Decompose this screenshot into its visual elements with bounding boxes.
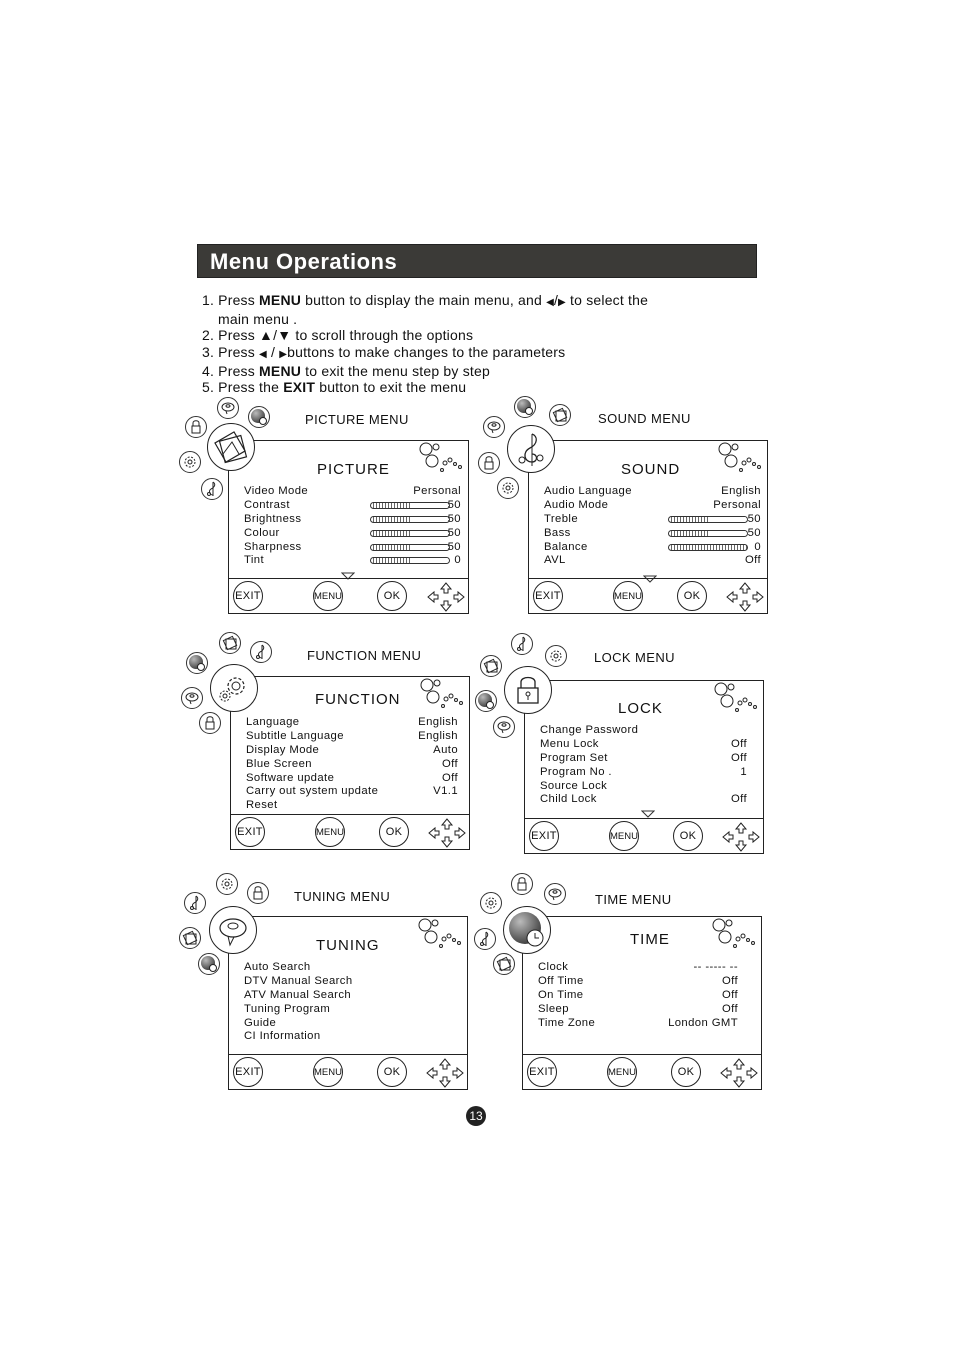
eye-icon [483, 416, 505, 438]
lock-options-list [540, 724, 747, 807]
option-value: English [418, 716, 458, 728]
option-value: Auto [433, 743, 458, 756]
lock-icon [247, 882, 269, 904]
function-menu-caption: FUNCTION MENU [307, 648, 422, 663]
ok-button[interactable]: OK [379, 817, 409, 847]
section-header [197, 244, 757, 278]
menu-option-row[interactable] [540, 766, 747, 780]
option-label: AVL [544, 554, 566, 567]
pic-icon [179, 927, 201, 949]
menu-option-row[interactable] [244, 499, 461, 513]
globe-icon [186, 652, 208, 674]
direction-pad-icon[interactable] [425, 1057, 465, 1087]
step-2: 2. Press ▲/▼ to scroll through the options [202, 327, 474, 344]
menu-option-row[interactable] [544, 513, 761, 527]
option-label: Audio Language [544, 485, 632, 497]
gear-icon [497, 477, 519, 499]
sound-main-icon [507, 425, 555, 473]
level-slider[interactable] [668, 530, 748, 537]
instructions [202, 292, 648, 395]
pic-icon [549, 404, 571, 426]
menu-button[interactable]: MENU [313, 1057, 343, 1087]
option-label: Contrast [244, 498, 290, 511]
menu-option-row[interactable] [246, 772, 458, 786]
menu-button[interactable]: MENU [613, 581, 643, 611]
option-value: Personal [713, 498, 761, 511]
menu-option-row[interactable] [540, 752, 747, 766]
menu-option-row[interactable] [244, 485, 461, 499]
section-title: Menu Operations [210, 249, 398, 274]
option-value: 50 [447, 526, 461, 539]
menu-option-row[interactable] [540, 780, 747, 794]
menu-option-row[interactable] [544, 485, 761, 499]
remote-buttons-bar [529, 578, 767, 613]
menu-option-row[interactable] [246, 758, 458, 772]
pic-icon [219, 632, 241, 654]
level-slider[interactable] [668, 544, 748, 551]
exit-button[interactable]: EXIT [529, 821, 559, 851]
slider-empty-track [410, 517, 449, 522]
function-panel-title: FUNCTION [315, 691, 401, 708]
tuning-menu-panel [228, 916, 468, 1090]
menu-button[interactable]: MENU [609, 821, 639, 851]
option-label: Colour [244, 526, 280, 539]
menu-option-row[interactable] [538, 1017, 738, 1031]
option-value: London GMT [668, 1016, 738, 1029]
sound-menu-caption: SOUND MENU [598, 411, 691, 426]
right-arrow-icon: ▶ [279, 348, 288, 360]
step-1: 1. Press MENU button to display the main menu, and ◀/▶ to select the [202, 292, 649, 308]
option-label: CI Information [244, 1030, 321, 1043]
sound-menu-panel [528, 440, 768, 614]
function-options-list [246, 716, 458, 813]
ok-button[interactable]: OK [377, 581, 407, 611]
option-value: 0 [754, 540, 761, 553]
function-menu-panel [230, 676, 470, 850]
option-value: 50 [747, 512, 761, 525]
slider-empty-track [410, 558, 449, 563]
option-label: Sharpness [244, 540, 302, 553]
option-value: Off [744, 554, 761, 567]
level-slider[interactable] [370, 557, 450, 564]
note-icon [184, 892, 206, 914]
tuning-panel-title: TUNING [316, 937, 380, 954]
gear-icon [216, 873, 238, 895]
lock-icon [478, 452, 500, 474]
bubbles-decoration-icon [418, 441, 464, 480]
time-menu-caption: TIME MENU [595, 892, 672, 907]
up-arrow-icon: ▲ [259, 327, 274, 344]
sound-options-list [544, 485, 761, 568]
picture-main-icon [207, 423, 255, 471]
left-arrow-icon: ◀ [546, 297, 554, 308]
bubbles-decoration-icon [711, 917, 757, 956]
down-arrow-icon: ▼ [277, 327, 292, 344]
lock-panel-title: LOCK [618, 700, 663, 717]
tuning-options-list [244, 961, 454, 1044]
option-value: Off [721, 988, 738, 1001]
gear-icon [545, 645, 567, 667]
option-value: 0 [454, 554, 461, 567]
bubbles-decoration-icon [713, 681, 759, 720]
menu-option-row[interactable] [538, 989, 738, 1003]
sound-panel-title: SOUND [621, 461, 681, 478]
menu-option-row[interactable] [246, 799, 458, 813]
option-label: Blue Screen [246, 757, 312, 770]
note-icon [511, 633, 533, 655]
time-main-icon [503, 906, 551, 954]
option-label: Balance [544, 540, 588, 553]
option-label: Tuning Program [244, 1002, 331, 1015]
option-label: Brightness [244, 512, 302, 525]
option-label: Guide [244, 1016, 277, 1029]
option-label: Reset [246, 799, 278, 812]
picture-menu-panel [228, 440, 469, 614]
lock-menu-caption: LOCK MENU [594, 650, 675, 665]
direction-pad-icon[interactable] [719, 1057, 759, 1087]
menu-option-row[interactable] [244, 961, 454, 975]
lock-icon [185, 416, 207, 438]
option-label: Change Password [540, 724, 639, 736]
time-menu-panel [522, 916, 762, 1090]
menu-button[interactable]: MENU [607, 1057, 637, 1087]
step-1-cont: main menu . [218, 311, 298, 328]
option-label: Auto Search [244, 961, 311, 973]
menu-option-row[interactable] [538, 1003, 738, 1017]
level-slider[interactable] [668, 516, 748, 523]
menu-option-row[interactable] [544, 499, 761, 513]
option-label: Program No . [540, 765, 612, 778]
note-icon [201, 478, 223, 500]
note-icon [474, 928, 496, 950]
bubbles-decoration-icon [419, 677, 465, 716]
menu-option-row[interactable] [544, 541, 761, 555]
direction-pad-icon[interactable] [721, 821, 761, 851]
option-label: DTV Manual Search [244, 974, 353, 987]
remote-buttons-bar [523, 1054, 761, 1089]
menu-option-row[interactable] [246, 716, 458, 730]
tuning-menu-caption: TUNING MENU [294, 889, 391, 904]
step-4: 4. Press MENU to exit the menu step by step [202, 362, 490, 379]
globe-icon [514, 396, 536, 418]
gear-icon [480, 892, 502, 914]
menu-option-row[interactable] [538, 961, 738, 975]
bubbles-decoration-icon [417, 917, 463, 956]
exit-button[interactable]: EXIT [233, 581, 263, 611]
option-label: Source Lock [540, 779, 608, 792]
exit-button[interactable]: EXIT [527, 1057, 557, 1087]
menu-option-row[interactable] [544, 554, 761, 568]
right-arrow-icon: ▶ [558, 297, 566, 308]
option-value: Off [441, 757, 458, 770]
picture-panel-title: PICTURE [317, 461, 390, 478]
slider-empty-track [708, 531, 747, 536]
picture-menu-caption: PICTURE MENU [305, 412, 409, 427]
direction-pad-icon[interactable] [725, 581, 765, 611]
direction-pad-icon[interactable] [426, 581, 466, 611]
option-label: Audio Mode [544, 498, 609, 511]
option-label: Menu Lock [540, 737, 599, 750]
direction-pad-icon[interactable] [427, 817, 467, 847]
remote-buttons-bar [525, 818, 763, 853]
option-label: On Time [538, 988, 584, 1001]
time-panel-title: TIME [630, 931, 670, 948]
level-slider[interactable] [370, 530, 450, 537]
option-value: 1 [740, 765, 747, 778]
ok-button[interactable]: OK [671, 1057, 701, 1087]
option-label: Video Mode [244, 485, 309, 497]
option-value: Personal [413, 485, 461, 497]
slider-empty-track [708, 517, 747, 522]
option-value: English [721, 485, 761, 497]
slider-empty-track [410, 531, 449, 536]
menu-option-row[interactable] [538, 975, 738, 989]
menu-option-row[interactable] [246, 730, 458, 744]
lock-icon [511, 873, 533, 895]
step-5: 5. Press the EXIT button to exit the menu [202, 379, 467, 396]
menu-option-row[interactable] [244, 541, 461, 555]
level-slider[interactable] [370, 544, 450, 551]
option-value: Off [730, 737, 747, 750]
option-value: Off [721, 974, 738, 987]
slider-empty-track [410, 503, 449, 508]
menu-option-row[interactable] [544, 527, 761, 541]
option-value: V1.1 [433, 785, 458, 798]
option-label: Off Time [538, 974, 584, 987]
level-slider[interactable] [370, 516, 450, 523]
tuning-main-icon [209, 906, 257, 954]
option-label: Treble [544, 512, 579, 525]
menu-option-row[interactable] [246, 744, 458, 758]
slider-empty-track [410, 545, 449, 550]
option-value: Off [721, 1002, 738, 1015]
option-label: Language [246, 716, 300, 728]
pic-icon [480, 655, 502, 677]
menu-button[interactable]: MENU [313, 581, 343, 611]
option-label: Child Lock [540, 793, 597, 806]
ok-button[interactable]: OK [677, 581, 707, 611]
option-value: 50 [447, 540, 461, 553]
menu-option-row[interactable] [244, 989, 454, 1003]
option-value: English [418, 729, 458, 742]
option-label: Display Mode [246, 743, 320, 756]
option-label: Time Zone [538, 1016, 596, 1029]
pic-icon [493, 953, 515, 975]
eye-icon [217, 397, 239, 419]
option-label: Software update [246, 771, 335, 784]
globe-icon [475, 690, 497, 712]
option-label: Clock [538, 961, 569, 973]
menu-option-row[interactable] [244, 513, 461, 527]
option-value: Off [730, 793, 747, 806]
option-label: ATV Manual Search [244, 988, 352, 1001]
remote-buttons-bar [231, 814, 469, 849]
menu-option-row[interactable] [244, 1003, 454, 1017]
note-icon [250, 641, 272, 663]
function-main-icon [210, 664, 258, 712]
left-arrow-icon: ◀ [259, 348, 267, 360]
option-label: Bass [544, 526, 571, 539]
picture-options-list [244, 485, 461, 568]
exit-button[interactable]: EXIT [533, 581, 563, 611]
option-value: 50 [447, 498, 461, 511]
bubbles-decoration-icon [717, 441, 763, 480]
ok-button[interactable]: OK [673, 821, 703, 851]
menu-option-row[interactable] [244, 1017, 454, 1031]
exit-button[interactable]: EXIT [235, 817, 265, 847]
option-label: Carry out system update [246, 785, 379, 798]
globe-icon [198, 953, 220, 975]
eye-icon [544, 883, 566, 905]
step-3: 3. Press ◀ / ▶buttons to make changes to the parameters [202, 343, 566, 360]
option-value: Off [730, 751, 747, 764]
lock-menu-panel [524, 680, 764, 854]
gear-icon [179, 451, 201, 473]
option-value: -- ----- -- [693, 961, 738, 973]
exit-button[interactable]: EXIT [233, 1057, 263, 1087]
menu-option-row[interactable] [244, 527, 461, 541]
eye-icon [493, 716, 515, 738]
option-label: Program Set [540, 751, 608, 764]
option-value: Off [441, 771, 458, 784]
globe-icon [248, 406, 270, 428]
page-number: 13 [466, 1106, 486, 1126]
menu-option-row[interactable] [540, 738, 747, 752]
menu-option-row[interactable] [244, 1030, 454, 1044]
menu-option-row[interactable] [540, 724, 747, 738]
remote-buttons-bar [229, 578, 468, 613]
ok-button[interactable]: OK [377, 1057, 407, 1087]
option-label: Subtitle Language [246, 729, 344, 742]
option-label: Tint [244, 554, 265, 567]
option-label: Sleep [538, 1002, 569, 1015]
option-value: 50 [747, 526, 761, 539]
menu-option-row[interactable] [244, 975, 454, 989]
remote-buttons-bar [229, 1054, 467, 1089]
option-value: 50 [447, 512, 461, 525]
level-slider[interactable] [370, 502, 450, 509]
lock-icon [199, 712, 221, 734]
time-options-list [538, 961, 738, 1030]
eye-icon [181, 687, 203, 709]
lock-main-icon [504, 666, 552, 714]
menu-option-row[interactable] [246, 785, 458, 799]
menu-button[interactable]: MENU [315, 817, 345, 847]
